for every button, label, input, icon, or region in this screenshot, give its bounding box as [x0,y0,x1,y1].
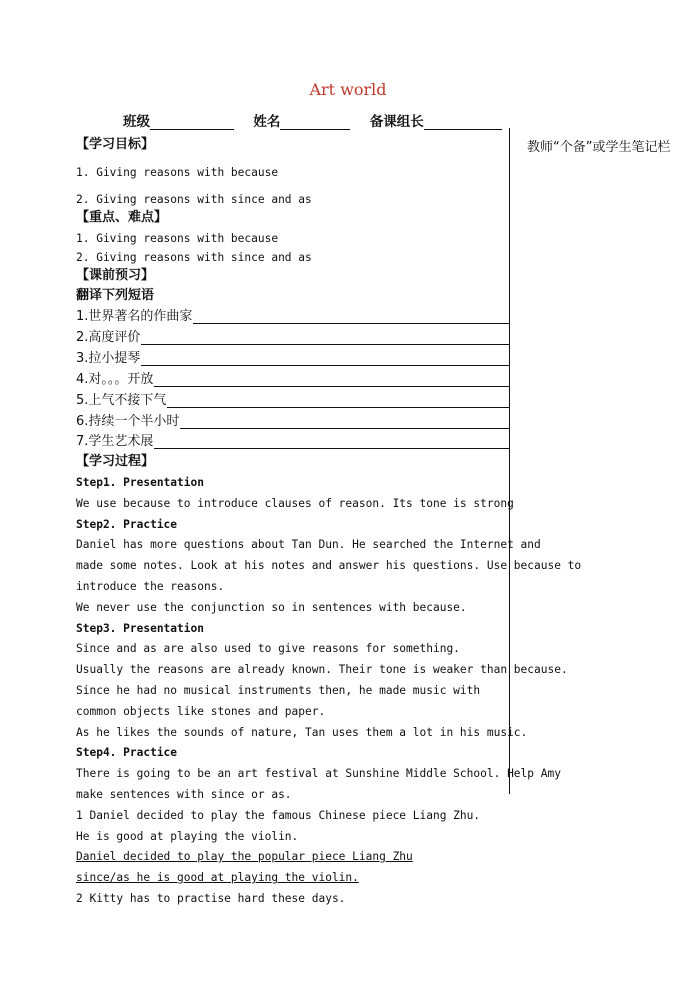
vocab-item [76,431,510,449]
name-blank [280,114,350,130]
step3-text: Since he had no musical instruments then, he made music with [76,684,481,697]
preview-heading: 【课前预习】 [76,268,155,283]
vocab-prompt: 6.持续一个半小时 [76,414,180,429]
objective-item: 2. Giving reasons with since and as [76,193,312,206]
step4-text: He is good at playing the violin. [76,830,299,843]
step4-answer: since/as he is good at playing the violin. [76,871,359,884]
answer-blank[interactable] [180,414,510,429]
step3-title: Step3. Presentation [76,622,204,635]
step3-text: As he likes the sounds of nature, Tan uses them a lot in his music. [76,726,528,739]
key-points-heading: 【重点、难点】 [76,210,168,225]
vocab-item [76,327,510,345]
class-blank [150,114,234,130]
objective-item: 1. Giving reasons with because [76,166,279,179]
vocab-prompt: 4.对。。。开放 [76,372,154,387]
step2-text: made some notes. Look at his notes and answer his questions. Use because to [76,559,582,572]
step3-text: Usually the reasons are already known. Their tone is weaker than because. [76,663,568,676]
vocab-item [76,306,510,324]
answer-blank[interactable] [167,393,510,408]
step3-text: common objects like stones and paper. [76,705,326,718]
leader-label: 备课组长 [369,114,424,130]
vocab-item [76,348,510,366]
header-fields [123,110,502,130]
vocab-prompt: 2.高度评价 [76,330,141,345]
vocab-prompt: 1.世界著名的作曲家 [76,309,193,324]
step4-title: Step4. Practice [76,746,178,759]
step4-text: make sentences with since or as. [76,788,292,801]
vocab-prompt: 7.学生艺术展 [76,434,154,449]
class-label: 班级 [123,114,150,130]
step4-text: 2 Kitty has to practise hard these days. [76,892,346,905]
answer-blank[interactable] [154,372,510,387]
answer-blank[interactable] [141,351,510,366]
column-divider [509,128,510,794]
leader-blank [424,114,502,130]
step4-text: 1 Daniel decided to play the famous Chinese piece Liang Zhu. [76,809,481,822]
preview-subheading: 翻译下列短语 [76,288,155,303]
step2-title: Step2. Practice [76,518,178,531]
vocab-item [76,390,510,408]
step2-text: Daniel has more questions about Tan Dun. He searched the Internet and [76,538,541,551]
step1-text: We use because to introduce clauses of reason. Its tone is strong [76,497,514,510]
step2-text: We never use the conjunction so in sentences with because. [76,601,467,614]
key-point-item: 1. Giving reasons with because [76,232,279,245]
step1-title: Step1. Presentation [76,476,204,489]
step2-text: introduce the reasons. [76,580,225,593]
answer-blank[interactable] [154,434,510,449]
vocab-item [76,369,510,387]
notes-column-label: 教师“个备”或学生笔记栏 [527,140,671,155]
objectives-heading: 【学习目标】 [76,137,155,152]
step4-answer: Daniel decided to play the popular piece Liang Zhu [76,850,413,863]
step3-text: Since and as are also used to give reasons for something. [76,642,460,655]
vocab-prompt: 3.拉小提琴 [76,351,141,366]
answer-blank[interactable] [193,309,510,324]
key-point-item: 2. Giving reasons with since and as [76,251,312,264]
vocab-prompt: 5.上气不接下气 [76,393,167,408]
process-heading: 【学习过程】 [76,454,155,469]
step4-text: There is going to be an art festival at Sunshine Middle School. Help Amy [76,767,561,780]
answer-blank[interactable] [141,330,510,345]
page-title: Art world [309,80,387,99]
name-label: 姓名 [253,114,281,130]
vocab-item [76,411,510,429]
